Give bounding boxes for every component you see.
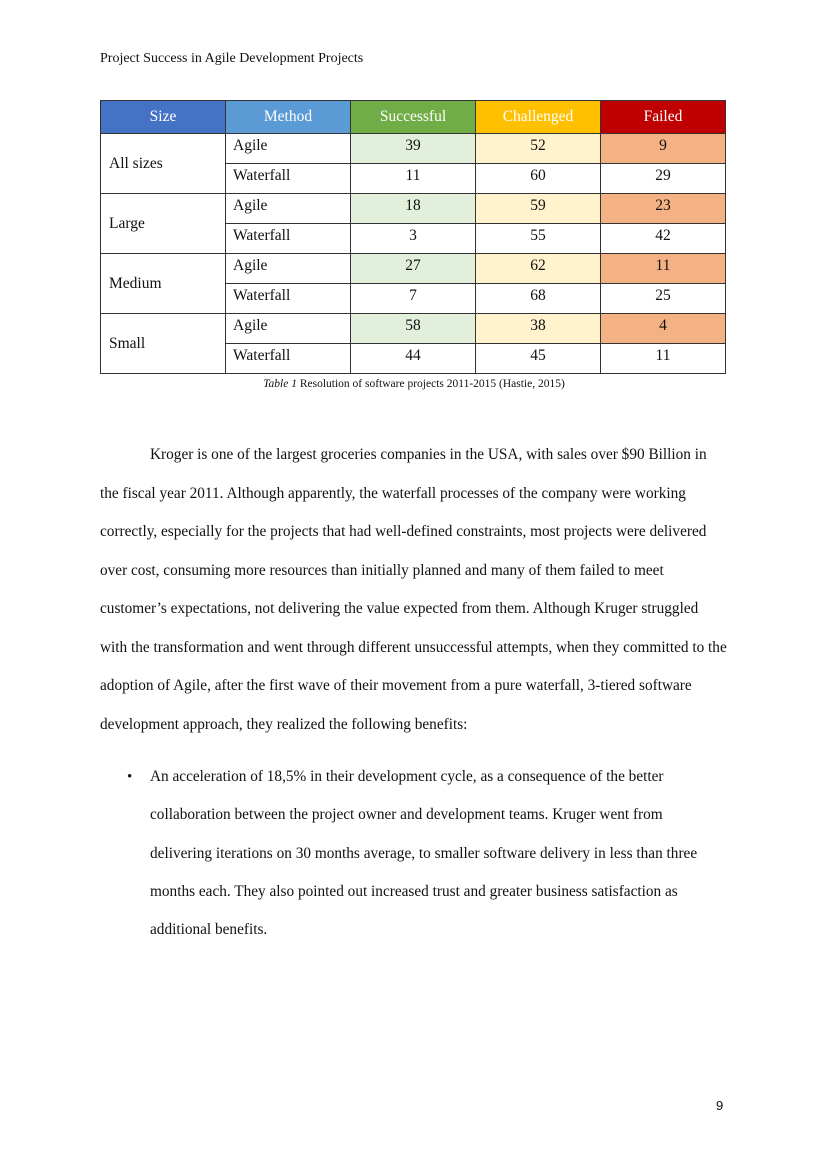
body-paragraph: Kroger is one of the largest groceries companies in the USA, with sales over $90 Billion in the fiscal year 2011. Although apparently, the waterfall processes of the company were working correctly, especially for the projects that had well-defined constraints, most projects were delivered over cost, consuming more resources than initially planned and many of them failed to meet customer’s expectations, not delivering the value expected from them. Although Kruger struggled with the transformation and went through different unsuccessful attempts, when they committed to the adoption of Agile, after the first wave of their movement from a pure waterfall, 3-tiered software development approach, they realized the following benefits: [100,446,727,733]
column-header: Challenged [476,101,601,134]
value-cell: 38 [476,314,601,344]
table-caption [100,376,728,392]
value-cell: 62 [476,254,601,284]
value-cell: 25 [601,284,726,314]
column-header: Failed [601,101,726,134]
method-cell: Agile [226,194,351,224]
value-cell: 44 [351,344,476,374]
value-cell: 3 [351,224,476,254]
value-cell: 29 [601,164,726,194]
page-content [100,50,728,949]
value-cell: 58 [351,314,476,344]
value-cell: 23 [601,194,726,224]
results-table [100,100,726,374]
size-cell: Medium [101,254,226,314]
table-row [101,314,726,344]
bullet-item: An acceleration of 18,5% in their development cycle, as a consequence of the better collaboration between the project owner and development teams. Kruger went from delivering iterations on 30 months average, to smaller software delivery in less than three months each. They also pointed out increased trust and greater business satisfaction as additional benefits. [150,768,698,939]
value-cell: 7 [351,284,476,314]
table-row [101,134,726,164]
method-cell: Waterfall [226,344,351,374]
method-cell: Agile [226,254,351,284]
column-header: Successful [351,101,476,134]
caption-text: Resolution of software projects 2011-2015 (Hastie, 2015) [296,378,565,390]
running-header: Project Success in Agile Development Projects [100,51,364,66]
value-cell: 11 [601,344,726,374]
method-cell: Waterfall [226,164,351,194]
table-header-row [101,101,726,134]
value-cell: 4 [601,314,726,344]
value-cell: 39 [351,134,476,164]
size-cell: All sizes [101,134,226,194]
page-number: 9 [716,1098,724,1113]
column-header: Method [226,101,351,134]
column-header: Size [101,101,226,134]
value-cell: 27 [351,254,476,284]
value-cell: 11 [351,164,476,194]
method-cell: Agile [226,134,351,164]
table-row [101,194,726,224]
size-cell: Large [101,194,226,254]
table-row [101,254,726,284]
table-body [101,134,726,374]
value-cell: 52 [476,134,601,164]
value-cell: 42 [601,224,726,254]
caption-label: Table 1 [263,378,297,390]
value-cell: 68 [476,284,601,314]
value-cell: 59 [476,194,601,224]
method-cell: Waterfall [226,224,351,254]
value-cell: 45 [476,344,601,374]
bullet-list [100,758,728,949]
method-cell: Agile [226,314,351,344]
size-cell: Small [101,314,226,374]
bullet-icon: • [127,769,133,785]
value-cell: 9 [601,134,726,164]
value-cell: 18 [351,194,476,224]
method-cell: Waterfall [226,284,351,314]
value-cell: 55 [476,224,601,254]
value-cell: 11 [601,254,726,284]
value-cell: 60 [476,164,601,194]
